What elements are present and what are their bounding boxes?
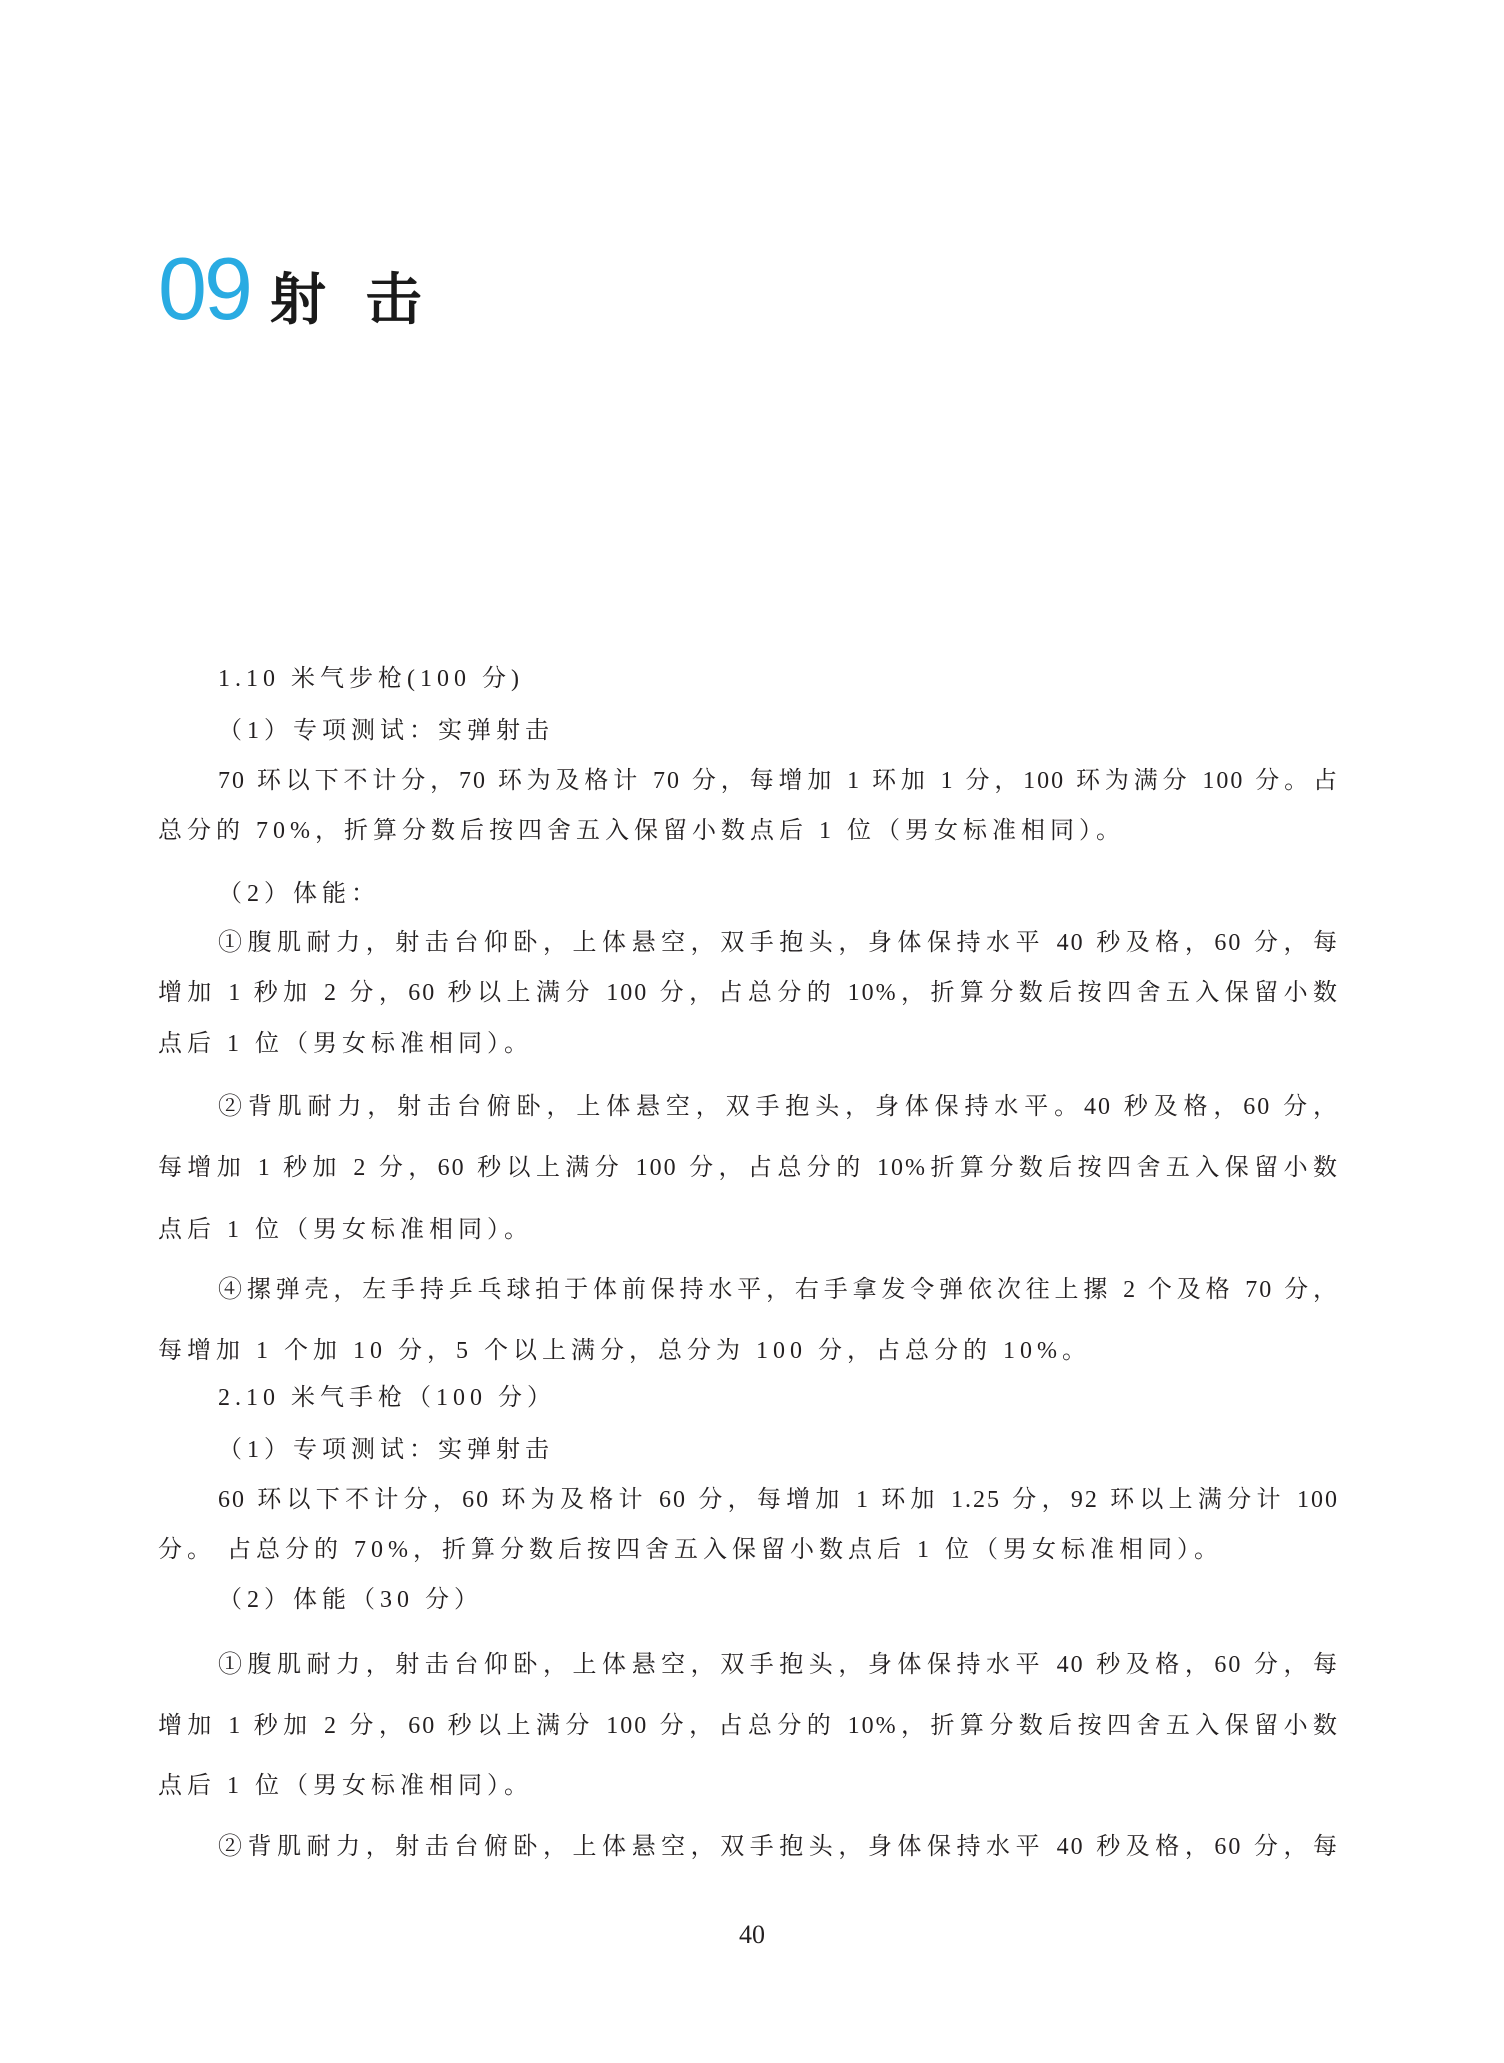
section-heading: 1.10 米气步枪(100 分) bbox=[218, 666, 524, 692]
paragraph-line: 点后 1 位（男女标准相同）。 bbox=[158, 1773, 533, 1799]
subsection-heading: （1）专项测试：实弹射击 bbox=[218, 718, 554, 744]
paragraph-line: 每增加 1 个加 10 分，5 个以上满分，总分为 100 分，占总分的 10%。 bbox=[158, 1338, 1091, 1364]
paragraph-line: 点后 1 位（男女标准相同）。 bbox=[158, 1031, 533, 1057]
section-heading: 2.10 米气手枪（100 分） bbox=[218, 1385, 556, 1411]
paragraph-line: ②背肌耐力，射击台俯卧，上体悬空，双手抱头，身体保持水平 40 秒及格，60 分，每 bbox=[218, 1834, 1339, 1860]
paragraph-line: 每增加 1 秒加 2 分，60 秒以上满分 100 分，占总分的 10%折算分数后按四舍五入保留小数 bbox=[158, 1155, 1339, 1181]
subsection-heading: （2）体能： bbox=[218, 881, 380, 907]
paragraph-line: 点后 1 位（男女标准相同）。 bbox=[158, 1217, 533, 1243]
chapter-number: 09 bbox=[158, 239, 250, 338]
paragraph-line: ②背肌耐力，射击台俯卧，上体悬空，双手抱头，身体保持水平。40 秒及格，60 分， bbox=[218, 1094, 1339, 1120]
paragraph-line: 分。 占总分的 70%，折算分数后按四舍五入保留小数点后 1 位（男女标准相同）。 bbox=[158, 1537, 1223, 1563]
paragraph-line: 70 环以下不计分，70 环为及格计 70 分，每增加 1 环加 1 分，100 环为满分 100 分。占 bbox=[218, 768, 1339, 794]
paragraph-line: 增加 1 秒加 2 分，60 秒以上满分 100 分，占总分的 10%，折算分数后按四舍五入保留小数 bbox=[158, 980, 1339, 1006]
page-number: 40 bbox=[739, 1920, 765, 1949]
paragraph-line: ①腹肌耐力，射击台仰卧，上体悬空，双手抱头，身体保持水平 40 秒及格，60 分，每 bbox=[218, 1652, 1339, 1678]
subsection-heading: （1）专项测试：实弹射击 bbox=[218, 1437, 554, 1463]
subsection-heading: （2）体能（30 分） bbox=[218, 1587, 483, 1613]
paragraph-line: 60 环以下不计分，60 环为及格计 60 分，每增加 1 环加 1.25 分，92 环以上满分计 100 bbox=[218, 1487, 1339, 1513]
paragraph-line: 总分的 70%，折算分数后按四舍五入保留小数点后 1 位（男女标准相同）。 bbox=[158, 818, 1125, 844]
chapter-header bbox=[158, 239, 434, 344]
paragraph-line: 增加 1 秒加 2 分，60 秒以上满分 100 分，占总分的 10%，折算分数后按四舍五入保留小数 bbox=[158, 1713, 1339, 1739]
chapter-title: 射 击 bbox=[269, 268, 434, 331]
paragraph-line: ④摞弹壳，左手持乒乓球拍于体前保持水平，右手拿发令弹依次往上摞 2 个及格 70 分， bbox=[218, 1277, 1339, 1303]
paragraph-line: ①腹肌耐力，射击台仰卧，上体悬空，双手抱头，身体保持水平 40 秒及格，60 分，每 bbox=[218, 930, 1339, 956]
